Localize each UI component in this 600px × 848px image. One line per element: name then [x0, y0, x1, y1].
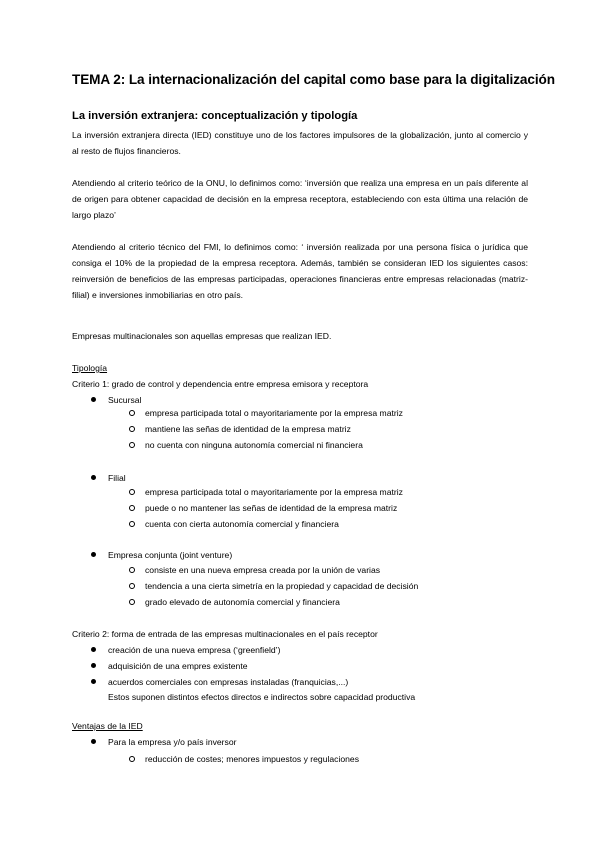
circle-bullet-icon [129, 599, 135, 605]
sub-item: empresa participada total o mayoritariamente por la empresa matriz [145, 487, 403, 497]
circle-bullet-icon [129, 410, 135, 416]
tipologia-heading: Tipología [72, 363, 108, 373]
paragraph-multinacionales: Empresas multinacionales son aquellas empresas que realizan IED. [72, 331, 332, 341]
criterio-2: Criterio 2: forma de entrada de las empresas multinacionales en el país receptor [72, 629, 378, 639]
sub-item: empresa participada total o mayoritariamente por la empresa matriz [145, 408, 403, 418]
bullet-icon [91, 679, 96, 684]
sub-item: no cuenta con ninguna autonomía comercial ni financiera [145, 440, 363, 450]
circle-bullet-icon [129, 442, 135, 448]
circle-bullet-icon [129, 583, 135, 589]
list-item-empresa-conjunta: Empresa conjunta (joint venture) [108, 550, 233, 560]
circle-bullet-icon [129, 521, 135, 527]
bullet-icon [91, 739, 96, 744]
sub-item: mantiene las señas de identidad de la empresa matriz [145, 424, 351, 434]
list-item-sucursal: Sucursal [108, 395, 142, 405]
sub-item: consiste en una nueva empresa creada por la unión de varias [145, 565, 381, 575]
list-item-filial: Filial [108, 473, 126, 483]
criterio-1: Criterio 1: grado de control y dependencia entre empresa emisora y receptora [72, 379, 369, 389]
list-item: acuerdos comerciales con empresas instaladas (franquicias,...) [108, 677, 349, 687]
section-heading: La inversión extranjera: conceptualización y tipología [72, 110, 358, 122]
criterio-2-note: Estos suponen distintos efectos directos e indirectos sobre capacidad productiva [108, 692, 416, 702]
list-item: adquisición de una empres existente [108, 661, 248, 671]
sub-item: cuenta con cierta autonomía comercial y financiera [145, 519, 339, 529]
circle-bullet-icon [129, 505, 135, 511]
bullet-icon [91, 552, 96, 557]
bullet-icon [91, 397, 96, 402]
list-item: creación de una nueva empresa (‘greenfield’) [108, 645, 281, 655]
sub-item: tendencia a una cierta simetría en la propiedad y capacidad de decisión [145, 581, 419, 591]
page-title: TEMA 2: La internacionalización del capital como base para la digitalización [72, 72, 555, 87]
sub-item: puede o no mantener las señas de identidad de la empresa matriz [145, 503, 398, 513]
circle-bullet-icon [129, 426, 135, 432]
ventajas-heading: Ventajas de la IED [72, 721, 143, 731]
paragraph-ied-intro: La inversión extranjera directa (IED) constituye uno de los factores impulsores de la globalización, junto al comercio y al resto de flujos financieros. [72, 130, 528, 156]
paragraph-onu-definition: Atendiendo al criterio teórico de la ONU, lo definimos como: ‘inversión que realiza una empresa en un país diferente al de origen para obtener capacidad de decisión en la empresa receptora, estableciendo con esta última una relación de largo plazo’ [72, 178, 528, 220]
circle-bullet-icon [129, 567, 135, 573]
circle-bullet-icon [129, 756, 135, 762]
sub-item: grado elevado de autonomía comercial y financiera [145, 597, 340, 607]
bullet-icon [91, 647, 96, 652]
circle-bullet-icon [129, 489, 135, 495]
list-item: Para la empresa y/o país inversor [108, 737, 237, 747]
sub-item: reducción de costes; menores impuestos y regulaciones [145, 754, 360, 764]
bullet-icon [91, 475, 96, 480]
paragraph-fmi-definition: Atendiendo al criterio técnico del FMI, lo definimos como: ‘ inversión realizada por una persona física o jurídica que consiga el 10% de la propiedad de la empresa receptora. Además, también se consideran IED los siguientes casos: reinversión de beneficios de las empresas participadas, operaciones financieras entre empresas relacionadas (matriz-filial) e inversiones inmobiliarias en otro país. [72, 242, 528, 300]
bullet-icon [91, 663, 96, 668]
